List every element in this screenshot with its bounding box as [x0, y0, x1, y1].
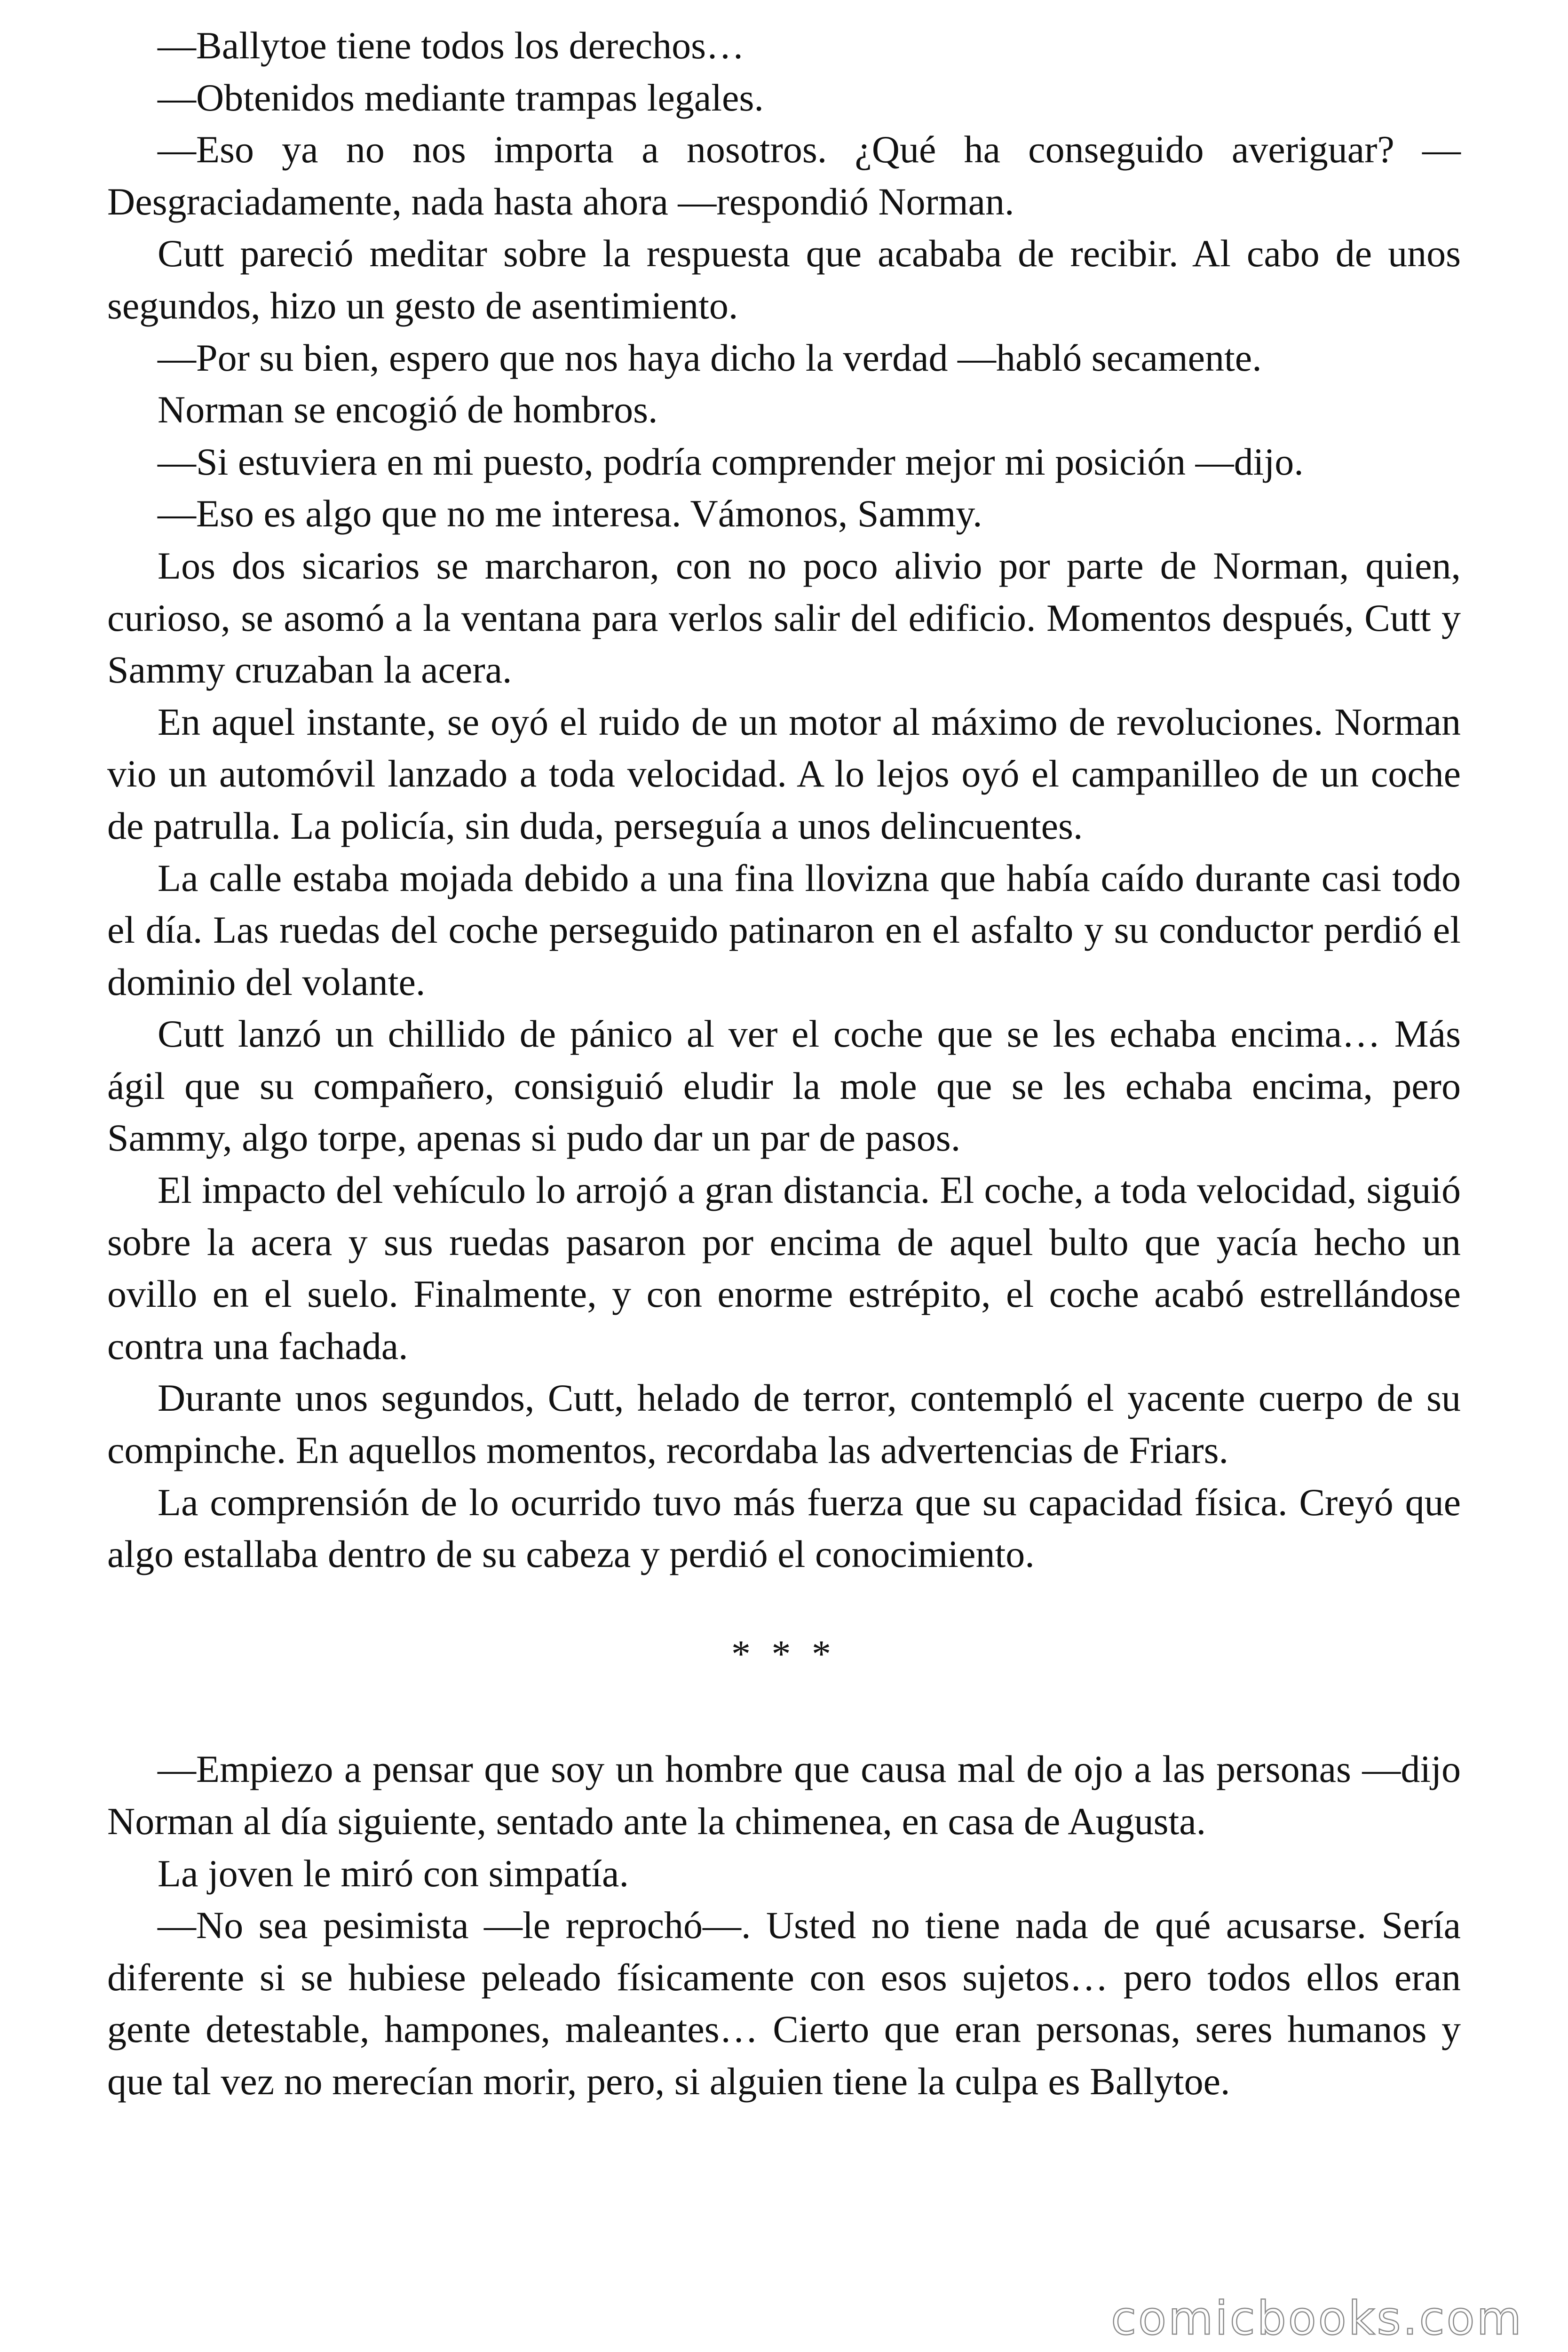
paragraph: El impacto del vehículo lo arrojó a gran distancia. El coche, a toda velocidad, siguió sobre la acera y sus ruedas pasaron por encima de aquel bulto que yacía hecho un ovillo en el suelo. Finalmente, y con enorme estrépito, el coche acabó estrellándose contra una fachada. [107, 1168, 1461, 1367]
paragraph: Cutt lanzó un chillido de pánico al ver el coche que se les echaba encima… Más ágil que su compañero, consiguió eludir la mole que se les echaba encima, pero Sammy, algo torpe, apenas si pudo dar un par de pasos. [107, 1012, 1461, 1160]
book-page [107, 20, 1461, 2108]
paragraph: La calle estaba mojada debido a una fina llovizna que había caído durante casi todo el día. Las ruedas del coche perseguido patinaron en el asfalto y su conductor perdió el dominio del volante. [107, 856, 1461, 1003]
paragraph: —Por su bien, espero que nos haya dicho la verdad —habló secamente. [158, 336, 1262, 379]
paragraph: —Obtenidos mediante trampas legales. [158, 76, 764, 119]
paragraph: Durante unos segundos, Cutt, helado de terror, contempló el yacente cuerpo de su compinche. En aquellos momentos, recordaba las advertencias de Friars. [107, 1376, 1461, 1472]
paragraph: Los dos sicarios se marcharon, con no poco alivio por parte de Norman, quien, curioso, se asomó a la ventana para verlos salir del edificio. Momentos después, Cutt y Sammy cruzaban la acera. [107, 544, 1461, 691]
paragraph: —No sea pesimista —le reprochó—. Usted no tiene nada de qué acusarse. Sería diferente si se hubiese peleado físicamente con esos sujetos… pero todos ellos eran gente detestable, hampones, maleantes… Cierto que eran personas, seres humanos y que tal vez no merecían morir, pero, si alguien tiene la culpa es Ballytoe. [107, 1904, 1461, 2103]
paragraph: En aquel instante, se oyó el ruido de un motor al máximo de revoluciones. Norman vio un automóvil lanzado a toda velocidad. A lo lejos oyó el campanilleo de un coche de patrulla. La policía, sin duda, perseguía a unos delincuentes. [107, 700, 1461, 847]
paragraph: —Eso ya no nos importa a nosotros. ¿Qué ha conseguido averiguar? —Desgraciadamente, nada hasta ahora —respondió Norman. [107, 128, 1461, 223]
paragraph: Cutt pareció meditar sobre la respuesta que acababa de recibir. Al cabo de unos segundos, hizo un gesto de asentimiento. [107, 232, 1461, 327]
paragraph: La joven le miró con simpatía. [158, 1851, 629, 1895]
paragraph: La comprensión de lo ocurrido tuvo más fuerza que su capacidad física. Creyó que algo estallaba dentro de su cabeza y perdió el conocimiento. [107, 1480, 1461, 1576]
watermark-text: comicbooks.com [1111, 2292, 1523, 2345]
paragraph: —Eso es algo que no me interesa. Vámonos, Sammy. [158, 492, 982, 535]
paragraph: Norman se encogió de hombros. [158, 388, 658, 431]
scene-separator: * * * [731, 1632, 837, 1675]
paragraph: —Ballytoe tiene todos los derechos… [158, 24, 744, 67]
paragraph: —Empiezo a pensar que soy un hombre que causa mal de ojo a las personas —dijo Norman al día siguiente, sentado ante la chimenea, en casa de Augusta. [107, 1748, 1461, 1843]
paragraph: —Si estuviera en mi puesto, podría comprender mejor mi posición —dijo. [158, 440, 1304, 483]
